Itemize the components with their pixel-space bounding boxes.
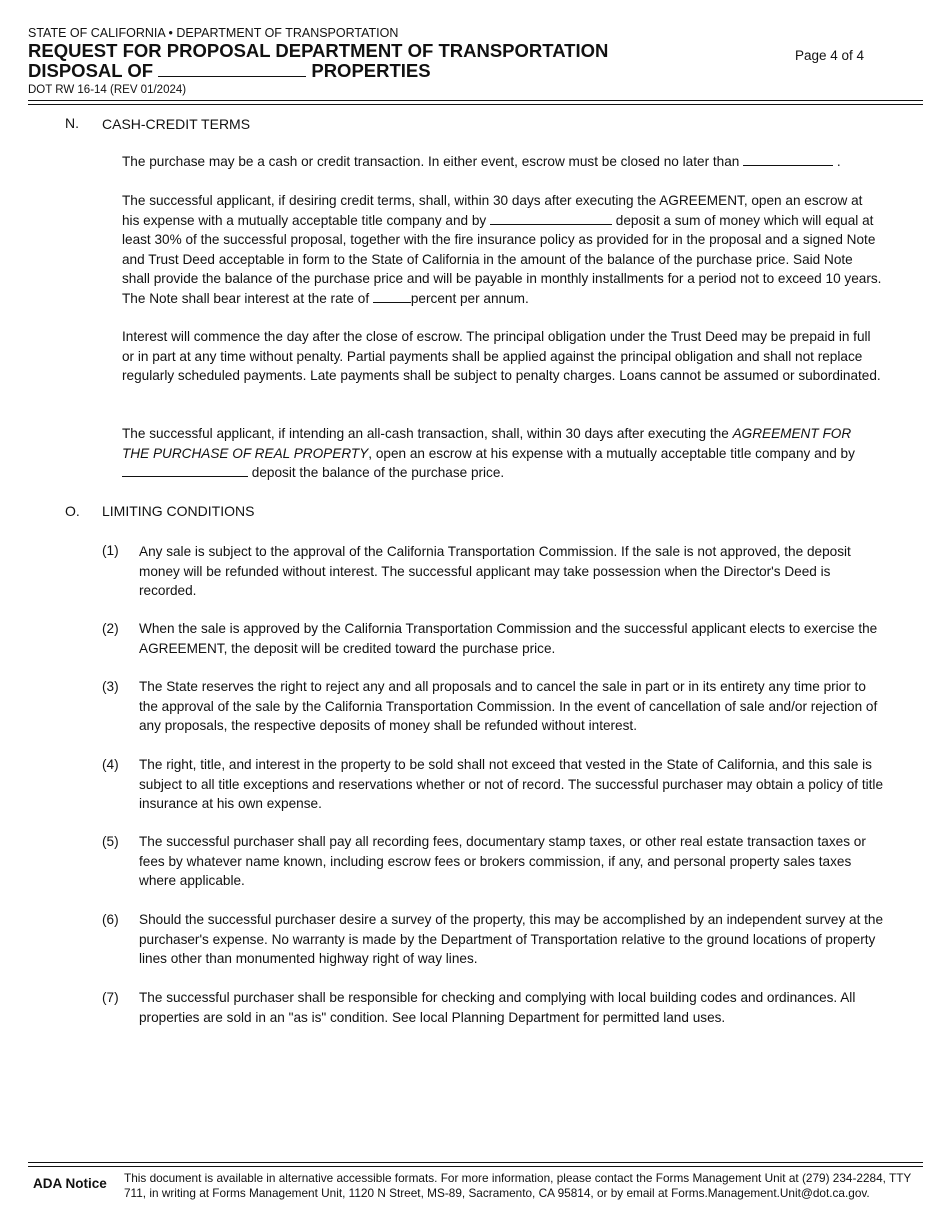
condition-2-number: (2): [102, 621, 119, 636]
footer-rule-bottom: [28, 1166, 923, 1167]
condition-5-number: (5): [102, 834, 119, 849]
section-n-paragraph-4: The successful applicant, if intending an all-cash transaction, shall, within 30 days after executing the AGREEMENT FOR THE PURCHASE OF REAL PROPERTY, open an escrow at his expense with a mutually acceptable title company and by deposit the balance of the purchase price.: [122, 426, 855, 480]
condition-1-text: Any sale is subject to the approval of the California Transportation Commission. If the sale is not approved, the deposit money will be refunded without interest. The successful applicant may take possession when the Director's Deed is recorded.: [139, 544, 851, 598]
condition-5-text: The successful purchaser shall pay all recording fees, documentary stamp taxes, or other real estate transaction taxes or fees by whatever name known, including escrow fees or brokers commission, if any, and personal property sales taxes where applicable.: [139, 834, 866, 888]
ada-notice-label: ADA Notice: [33, 1176, 107, 1191]
condition-3-text: The State reserves the right to reject any and all proposals and to cancel the sale in part or in its entirety any time prior to the approval of the sale by the California Transportation Commission. In the event of cancellation of sale and/or rejection of any proposals, the respective deposits of money shall be refunded without interest.: [139, 679, 878, 733]
condition-6-number: (6): [102, 912, 119, 927]
section-n-paragraph-2: The successful applicant, if desiring credit terms, shall, within 30 days after executing the AGREEMENT, open an escrow at his expense with a mutually acceptable title company and by deposit a sum of money which will equal at least 30% of the successful proposal, together with the fire insurance policy as provided for in the proposal and a signed Note and Trust Deed acceptable in form to the State of California in the amount of the balance of the purchase price. Said Note shall provide the balance of the purchase price and will be payable in monthly installments for a period not to exceed 10 years. The Note shall bear interest at the rate of percent per annum.: [122, 193, 882, 306]
property-type-blank[interactable]: [158, 76, 306, 77]
section-o-letter: O.: [65, 503, 80, 519]
section-n-heading: CASH-CREDIT TERMS: [102, 116, 251, 132]
section-o-heading: LIMITING CONDITIONS: [102, 503, 255, 519]
agreement-title-italic: AGREEMENT FOR THE PURCHASE OF REAL PROPERTY: [122, 426, 852, 461]
section-n-letter: N.: [65, 115, 79, 131]
condition-3-number: (3): [102, 679, 119, 694]
form-title-line1: REQUEST FOR PROPOSAL DEPARTMENT OF TRANSPORTATION: [28, 40, 609, 61]
escrow-close-date-blank[interactable]: [743, 165, 833, 166]
cash-deposit-date-blank[interactable]: [122, 476, 248, 477]
title-suffix: PROPERTIES: [311, 60, 431, 81]
header-rule-bottom: [28, 104, 923, 105]
form-header: [28, 26, 924, 97]
interest-rate-blank[interactable]: [373, 302, 411, 303]
footer-rule-top: [28, 1162, 923, 1163]
page-number: Page 4 of 4: [794, 48, 864, 63]
section-n-paragraph-1: The purchase may be a cash or credit transaction. In either event, escrow must be closed no later than .: [122, 154, 841, 169]
form-number: DOT RW 16-14 (REV 01/2024): [28, 84, 187, 96]
condition-7-text: The successful purchaser shall be responsible for checking and complying with local building codes and ordinances. All properties are sold in an "as is" condition. See local Planning Department for permitted land uses.: [139, 990, 856, 1025]
condition-7-number: (7): [102, 990, 119, 1005]
form-title-line2: [28, 61, 924, 81]
condition-4-number: (4): [102, 757, 119, 772]
condition-6-text: Should the successful purchaser desire a survey of the property, this may be accomplished by an independent survey at the purchaser's expense. No warranty is made by the Department of Transportation relative to the ground locations of property lines other than monumented highway right of way lines.: [139, 912, 884, 966]
condition-2-text: When the sale is approved by the California Transportation Commission and the successful applicant elects to exercise the AGREEMENT, the deposit will be credited toward the purchase price.: [139, 621, 878, 656]
condition-1-number: (1): [102, 543, 119, 558]
condition-4-text: The right, title, and interest in the property to be sold shall not exceed that vested in the State of California, and this sale is subject to all title exceptions and reservations whether or not of record. The successful purchaser may obtain a policy of title insurance at his own expense.: [139, 757, 884, 811]
agency-line: STATE OF CALIFORNIA • DEPARTMENT OF TRANSPORTATION: [28, 26, 399, 40]
header-rule-top: [28, 100, 923, 101]
credit-deposit-date-blank[interactable]: [490, 224, 612, 225]
section-n-paragraph-3: Interest will commence the day after the close of escrow. The principal obligation under the Trust Deed may be prepaid in full or in part at any time without penalty. Partial payments shall be applied against the principal obligation and shall not replace regularly scheduled payments. Late payments shall be subject to penalty charges. Loans cannot be assumed or subordinated.: [122, 329, 881, 383]
title-prefix: DISPOSAL OF: [28, 60, 154, 81]
ada-notice-text: This document is available in alternative accessible formats. For more information, please contact the Forms Management Unit at (279) 234-2284, TTY 711, in writing at Forms Management Unit, 1120 N Street, MS-89, Sacramento, CA 95814, or by email at Forms.Management.Unit@dot.ca.gov.: [124, 1171, 912, 1200]
